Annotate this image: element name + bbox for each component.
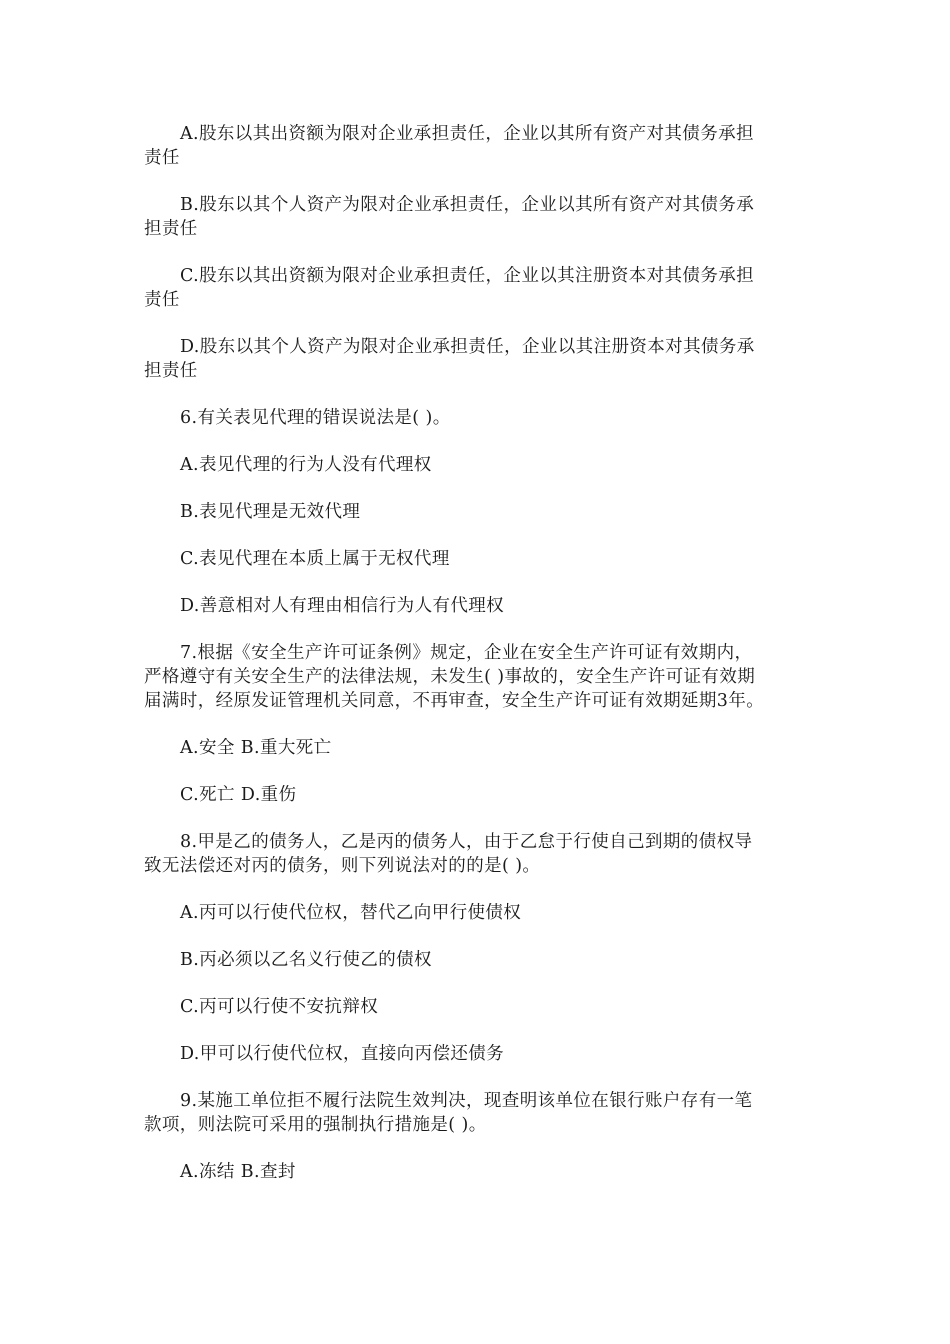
option-8b: B.丙必须以乙名义行使乙的债权 — [180, 950, 432, 970]
option-6a: A.表见代理的行为人没有代理权 — [180, 455, 432, 475]
question-9: 9.某施工单位拒不履行法院生效判决，现查明该单位在银行账户存有一笔 款项，则法院可采用的强制执行措施是( )。 — [144, 1091, 753, 1135]
option-7ab: A.安全 B.重大死亡 — [180, 738, 332, 758]
document-page — [144, 122, 806, 1207]
question-6: 6.有关表见代理的错误说法是( )。 — [180, 408, 451, 428]
option-8a: A.丙可以行使代位权，替代乙向甲行使债权 — [180, 903, 522, 923]
option-5b: B.股东以其个人资产为限对企业承担责任，企业以其所有资产对其债务承 担责任 — [144, 195, 755, 239]
option-7cd: C.死亡 D.重伤 — [180, 785, 297, 805]
option-8c: C.丙可以行使不安抗辩权 — [180, 997, 379, 1017]
option-5c: C.股东以其出资额为限对企业承担责任，企业以其注册资本对其债务承担 责任 — [144, 266, 755, 310]
option-9ab: A.冻结 B.查封 — [180, 1162, 296, 1182]
option-5a: A.股东以其出资额为限对企业承担责任，企业以其所有资产对其债务承担 责任 — [144, 124, 754, 168]
option-6d: D.善意相对人有理由相信行为人有代理权 — [180, 596, 505, 616]
option-5d: D.股东以其个人资产为限对企业承担责任，企业以其注册资本对其债务承 担责任 — [144, 337, 755, 381]
option-6b: B.表见代理是无效代理 — [180, 502, 361, 522]
question-7: 7.根据《安全生产许可证条例》规定，企业在安全生产许可证有效期内， 严格遵守有关安全生产的法律法规，未发生( )事故的，安全生产许可证有效期 届满时，经原发证管理机关同意，不再审查，安全生产许可证有效期延期3年。 — [144, 643, 765, 711]
option-6c: C.表见代理在本质上属于无权代理 — [180, 549, 450, 569]
question-8: 8.甲是乙的债务人，乙是丙的债务人，由于乙怠于行使自己到期的债权导 致无法偿还对丙的债务，则下列说法对的的是( )。 — [144, 832, 753, 876]
option-8d: D.甲可以行使代位权，直接向丙偿还债务 — [180, 1044, 505, 1064]
